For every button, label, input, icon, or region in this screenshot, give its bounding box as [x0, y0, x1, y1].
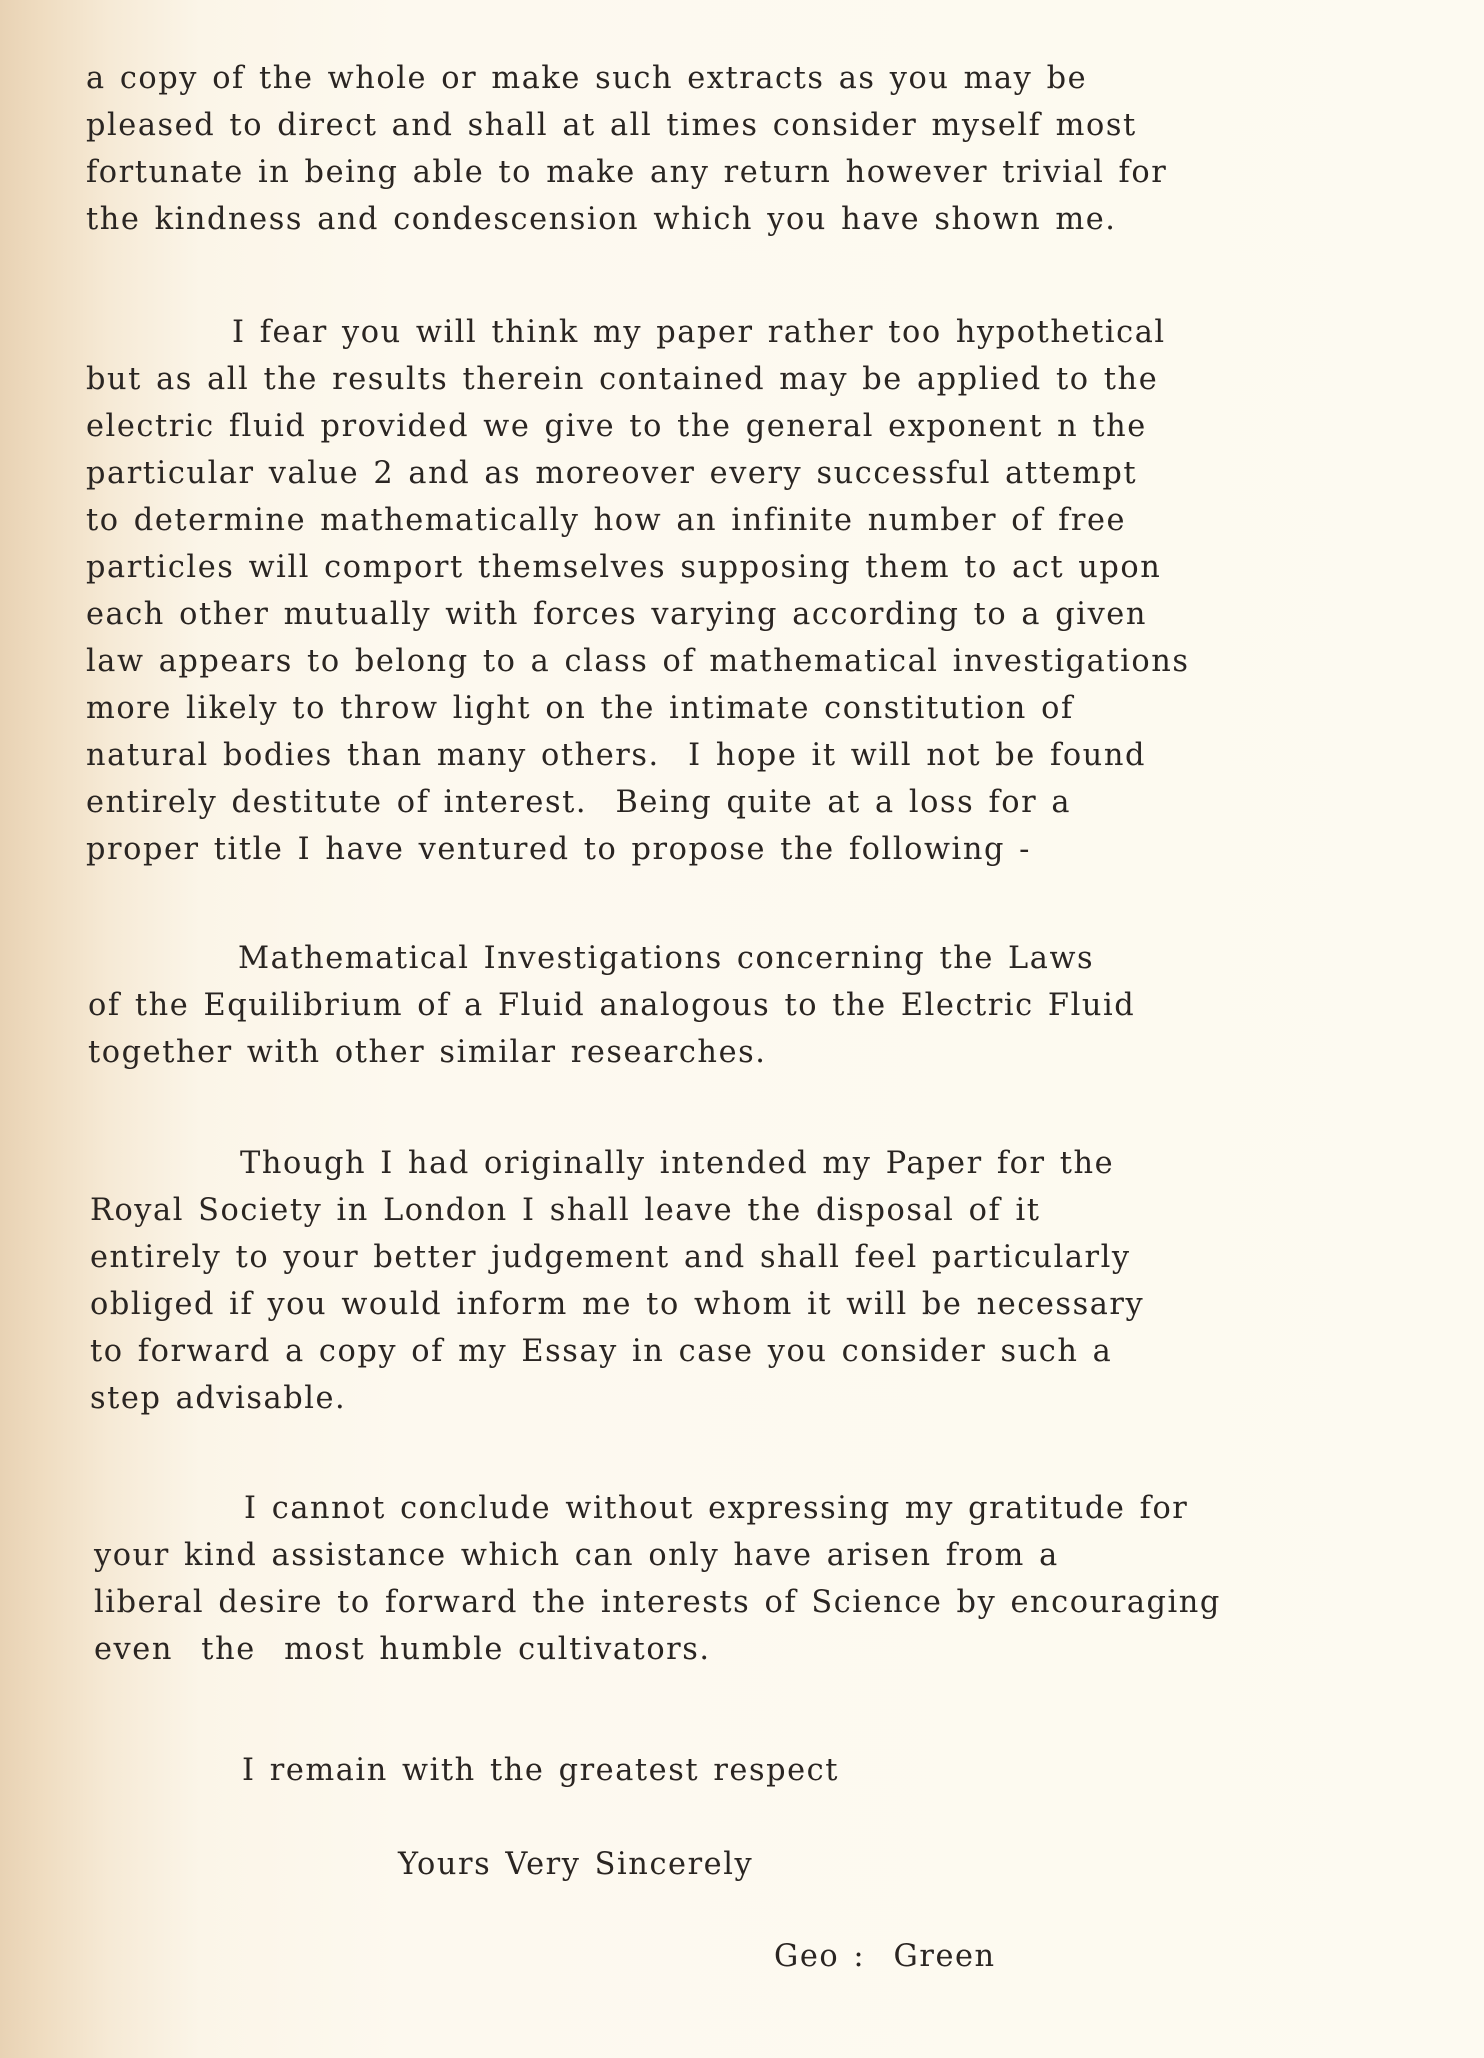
text-line: the kindness and condescension which you have shown me. [86, 201, 1117, 237]
text-line: proper title I have ventured to propose the following - [86, 831, 1031, 867]
text-line: electric fluid provided we give to the general exponent n the [86, 408, 1147, 444]
text-line: Though I had originally intended my Paper for the [240, 1145, 1115, 1181]
text-line: I cannot conclude without expressing my gratitude for [244, 1490, 1189, 1526]
closing-line: I remain with the greatest respect [242, 1752, 840, 1788]
text-line: particular value 2 and as moreover every successful attempt [86, 455, 1138, 491]
text-line: entirely to your better judgement and shall feel particularly [90, 1239, 1131, 1275]
text-line: a copy of the whole or make such extracts as you may be [86, 60, 1088, 96]
text-line: entirely destitute of interest. Being quite at a loss for a [86, 784, 1072, 820]
proposed-title-line: of the Equilibrium of a Fluid analogous to the Electric Fluid [88, 987, 1136, 1023]
text-line: law appears to belong to a class of mathematical investigations [86, 643, 1190, 679]
text-line: but as all the results therein contained may be applied to the [86, 361, 1159, 397]
text-line: particles will comport themselves supposing them to act upon [86, 549, 1162, 585]
text-line: I fear you will think my paper rather too hypothetical [232, 314, 1166, 350]
text-line: liberal desire to forward the interests of Science by encouraging [94, 1584, 1221, 1620]
text-line: each other mutually with forces varying according to a given [86, 596, 1147, 632]
signature: Geo : Green [774, 1938, 996, 1974]
text-line: obliged if you would inform me to whom it will be necessary [90, 1286, 1145, 1322]
text-line: step advisable. [90, 1380, 347, 1416]
text-line: natural bodies than many others. I hope it will not be found [86, 737, 1146, 773]
text-line: to determine mathematically how an infinite number of free [86, 502, 1127, 538]
text-line: Royal Society in London I shall leave the disposal of it [90, 1192, 1041, 1228]
text-line: pleased to direct and shall at all times consider myself most [86, 107, 1137, 143]
text-line: your kind assistance which can only have arisen from a [94, 1537, 1059, 1573]
proposed-title-line: Mathematical Investigations concerning the Laws [238, 940, 1095, 976]
text-line: even the most humble cultivators. [94, 1631, 711, 1667]
proposed-title-line: together with other similar researches. [88, 1034, 767, 1070]
text-line: more likely to throw light on the intimate constitution of [86, 690, 1074, 726]
text-line: fortunate in being able to make any return however trivial for [86, 154, 1168, 190]
valediction: Yours Very Sincerely [398, 1846, 754, 1882]
text-line: to forward a copy of my Essay in case you consider such a [90, 1333, 1113, 1369]
